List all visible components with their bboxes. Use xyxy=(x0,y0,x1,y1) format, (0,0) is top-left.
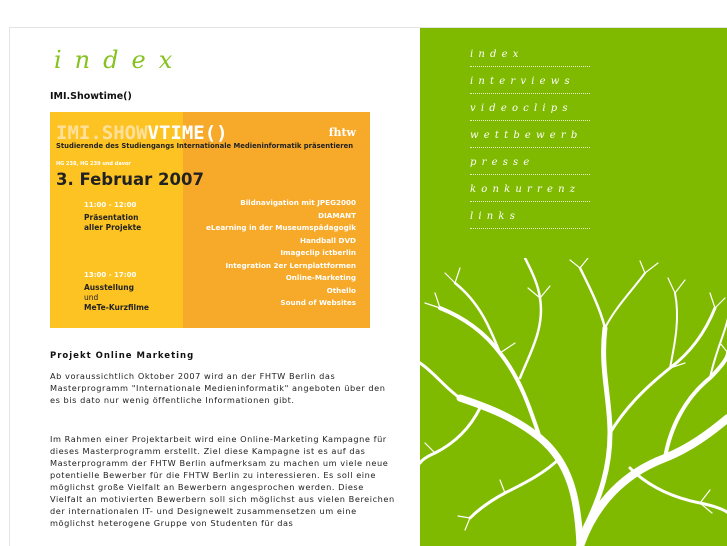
nav-link-wettbewerb[interactable]: wettbewerb xyxy=(470,130,583,141)
sidebar xyxy=(420,28,727,546)
slot2-time: 13:00 - 17:00 xyxy=(84,271,137,279)
slot1-event-line: aller Projekte xyxy=(84,223,142,232)
slot1-event-line: Präsentation xyxy=(84,213,139,222)
article-paragraph: Im Rahmen einer Projektarbeit wird eine Online-Marketing Kampagne für dieses Masterprogramm erstellt. Ziel diese Kampagne ist es auf das Masterprogramm der FHTW Berlin aufmerksam zu machen um viele neue potentielle Bewerber für die FHTW Berlin zu interessieren. Es soll eine möglichst große Vielfalt an Bewerbern angesprochen werden. Diese Vielfalt an motivierten Bewerbern soll sich möglichst aus vielen Bereichen der internationalen IT- und Designewelt zusammensetzen um eine möglichst heterogene Gruppe von Studenten für das xyxy=(50,434,395,528)
main-content xyxy=(10,28,419,546)
project-item: DIAMANT xyxy=(318,210,356,220)
article-title: Projekt Online Marketing xyxy=(50,351,195,361)
nav-item-links xyxy=(470,208,590,235)
page-heading: IMI.Showtime() xyxy=(50,91,132,102)
fhtw-logo: fhtw xyxy=(328,126,356,139)
nav-item-konkurrenz xyxy=(470,181,590,208)
slot2-event-line: MeTe-Kurzfilme xyxy=(84,303,149,312)
slot2-event-line: Ausstellung xyxy=(84,283,134,292)
nav-divider xyxy=(470,120,590,121)
nav-item-index xyxy=(470,46,590,73)
nav-link-videoclips[interactable]: videoclips xyxy=(470,103,573,114)
project-item: Bildnavigation mit JPEG2000 xyxy=(240,198,356,207)
nav-link-konkurrenz[interactable]: konkurrenz xyxy=(470,184,581,195)
event-poster xyxy=(50,112,370,328)
nav-item-videoclips xyxy=(470,100,590,127)
poster-date: 3. Februar 2007 xyxy=(56,170,204,189)
project-list xyxy=(166,197,356,310)
site-title: index xyxy=(54,46,186,74)
project-item: Online-Marketing xyxy=(285,273,356,282)
nav-divider xyxy=(470,147,590,148)
project-item: Integration 2er Lernplattformen xyxy=(225,260,356,270)
project-item: eLearning in der Museumspädagogik xyxy=(206,223,356,232)
article-paragraph: Ab voraussichtlich Oktober 2007 wird an der FHTW Berlin das Masterprogramm "Internationale Medieninformatik" angeboten über den es bis dato nur wenig öffentliche Informationen gibt. xyxy=(50,371,386,405)
project-item: Sound of Websites xyxy=(280,298,356,307)
nav-item-presse xyxy=(470,154,590,181)
tree-illustration xyxy=(420,258,727,546)
poster-subtitle: Studierende des Studiengangs Internationale Medieninformatik präsentieren xyxy=(56,142,354,150)
poster-title-faded: IMI.SHOW xyxy=(56,122,148,144)
nav-divider xyxy=(470,201,590,202)
nav-divider xyxy=(470,174,590,175)
nav-item-interviews xyxy=(470,73,590,100)
poster-rooms: HG 238, HG 239 und davor xyxy=(56,161,131,167)
project-item: Handball DVD xyxy=(299,235,356,245)
poster-title xyxy=(56,122,228,144)
project-item: Imageclip ictberlin xyxy=(280,248,356,257)
nav-divider xyxy=(470,228,590,229)
main-nav xyxy=(470,46,590,235)
poster-title-main: VTIME() xyxy=(147,122,228,144)
nav-link-interviews[interactable]: interviews xyxy=(470,76,575,87)
nav-divider xyxy=(470,66,590,67)
nav-link-presse[interactable]: presse xyxy=(470,157,535,168)
nav-divider xyxy=(470,93,590,94)
nav-link-links[interactable]: links xyxy=(470,211,521,222)
nav-item-wettbewerb xyxy=(470,127,590,154)
slot1-event xyxy=(84,213,179,233)
nav-link-index[interactable]: index xyxy=(470,49,524,60)
slot1-time: 11:00 - 12:00 xyxy=(84,201,137,209)
project-item: Othello xyxy=(326,285,356,295)
page-frame xyxy=(9,27,727,546)
slot2-event-line: und xyxy=(84,293,99,302)
